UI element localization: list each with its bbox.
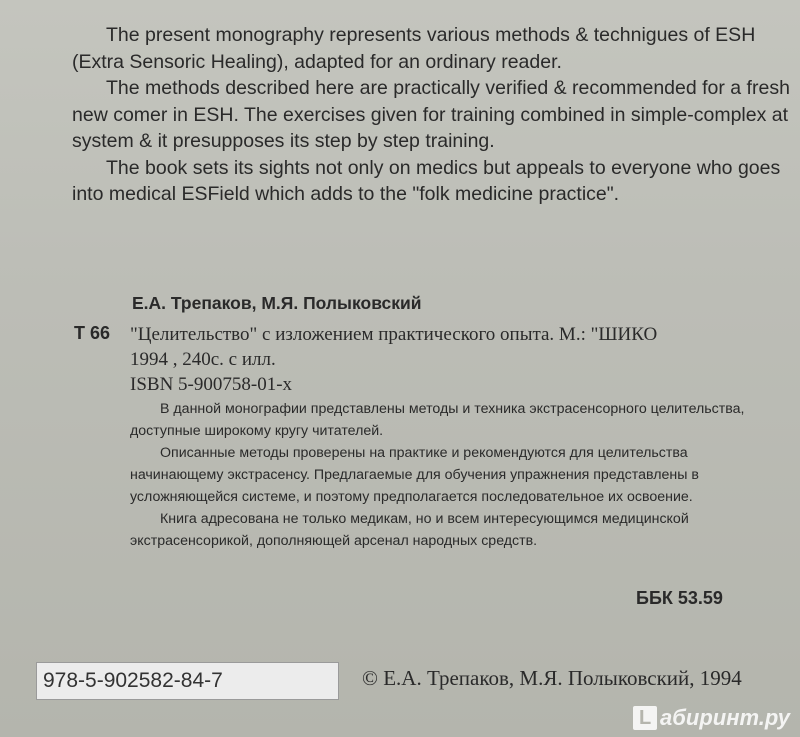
catalog-title-line: "Целительство" с изложением практического опыта. М.: "ШИКО [130, 324, 658, 345]
english-paragraph-3: The book sets its sights not only on medics but appeals to everyone who goes into medical ESField which adds to the "folk medicine practice". [72, 156, 781, 205]
english-abstract [72, 22, 792, 208]
annotation-paragraph-1: В данной монографии представлены методы и техника экстрасенсорного целительства, доступные широкому кругу читателей. [130, 401, 745, 439]
catalog-year-line: 1994 , 240с. с илл. [130, 349, 276, 370]
labirint-logo-icon: L [633, 706, 657, 730]
catalog-isbn-line: ISBN 5-900758-01-х [130, 374, 293, 395]
catalog-code: Т 66 [74, 323, 111, 343]
catalog-authors: Е.А. Трепаков, М.Я. Полыковский [132, 293, 422, 313]
watermark-text: абиринт.ру [660, 705, 790, 730]
catalog-reference [130, 322, 800, 397]
english-paragraph-2: The methods described here are practically verified & recommended for a fresh new comer in ESH. The exercises given for training combined in simple-complex at system & it presupposes its step by step training. [72, 77, 790, 152]
annotation-paragraph-2: Описанные методы проверены на практике и рекомендуются для целительства начинающему экстрасенсу. Предлагаемые для обучения упражнения представлены в усложняющейся системе, и поэтому предполагается последовательное их освоение. [130, 445, 699, 505]
copyright-line: © Е.А. Трепаков, М.Я. Полыковский, 1994 [362, 666, 742, 690]
labirint-watermark [633, 705, 790, 731]
isbn-sticker: 978-5-902582-84-7 [36, 662, 339, 700]
bbk-code: ББК 53.59 [636, 588, 723, 608]
annotation-paragraph-3: Книга адресована не только медикам, но и всем интересующимся медицинской экстрасенсорикой, дополняющей арсенал народных средств. [130, 511, 689, 549]
english-paragraph-1: The present monography represents various methods & technigues of ESH (Extra Sensoric Healing), adapted for an ordinary reader. [72, 24, 756, 73]
russian-annotation [130, 398, 770, 552]
